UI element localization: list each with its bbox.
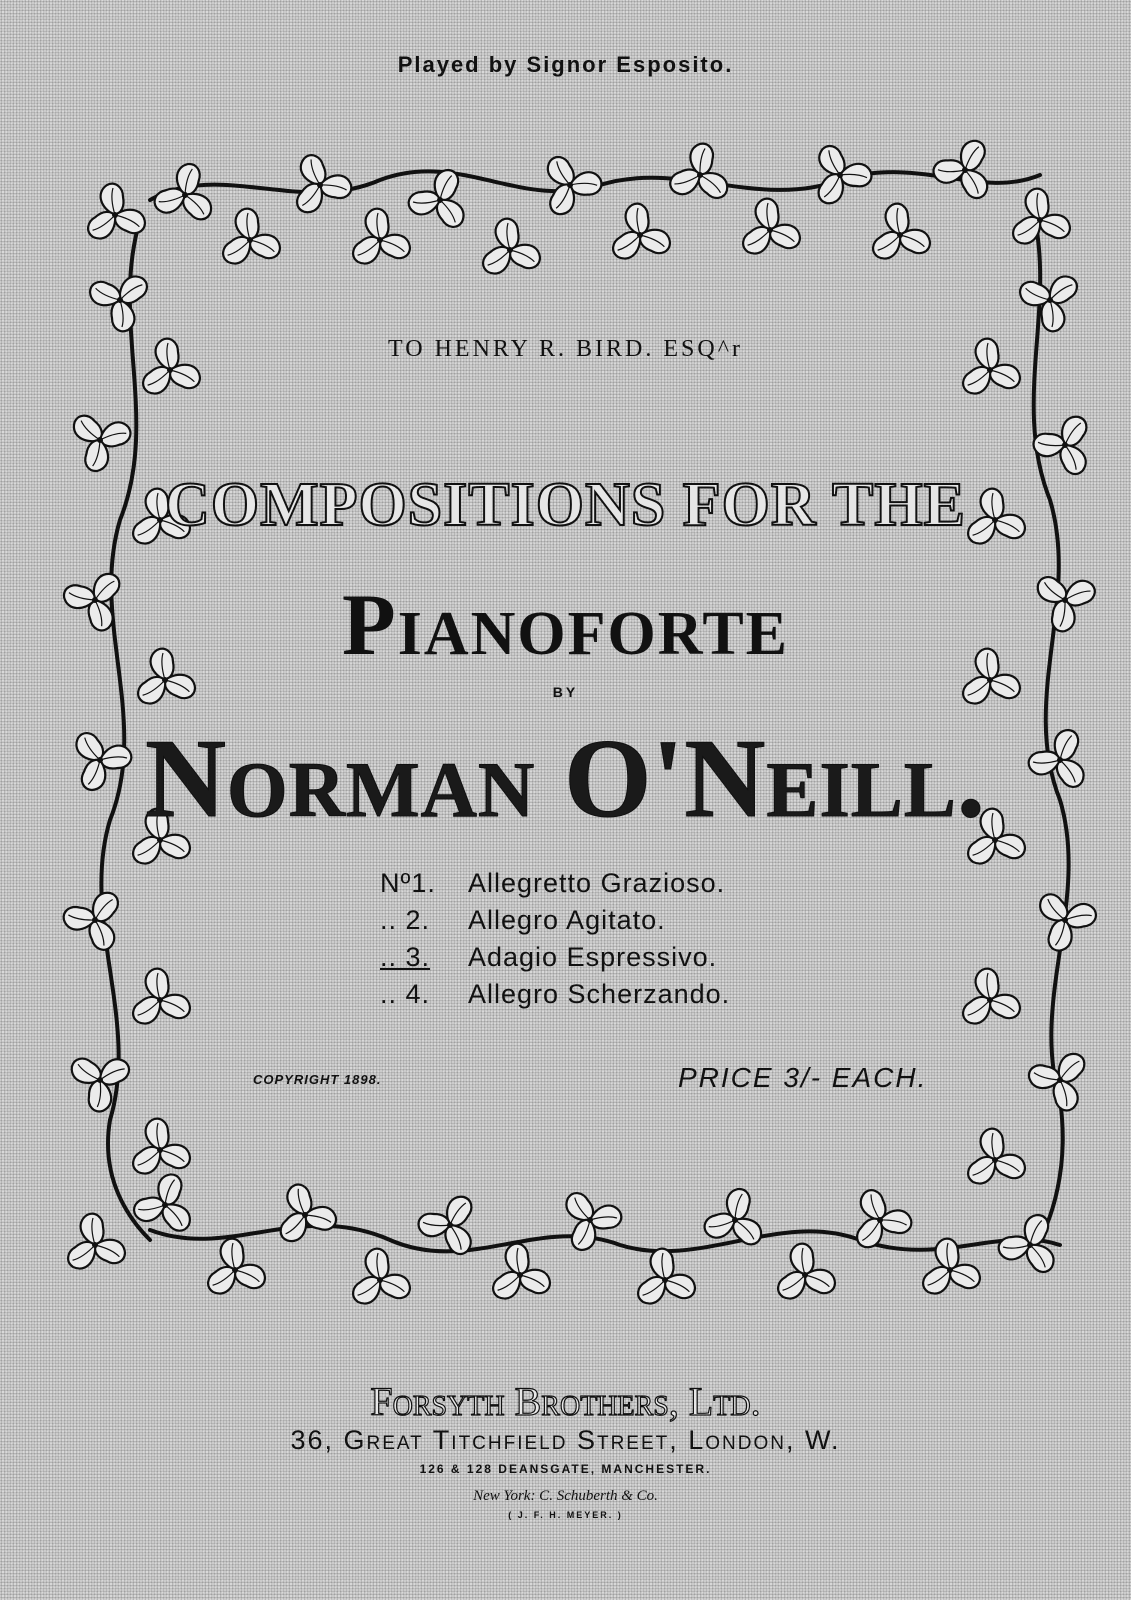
list-item: [380, 905, 730, 942]
agent-name: New York: C. Schuberth & Co.: [473, 1488, 658, 1504]
composer-name: Norman O'Neill.: [145, 717, 986, 841]
performer-note: Played by Signor Esposito.: [397, 52, 734, 77]
list-item: [380, 868, 730, 905]
work-title: Allegro Agitato.: [468, 905, 666, 935]
work-title: Adagio Espressivo.: [468, 942, 718, 972]
work-number: .. 4.: [380, 979, 431, 1009]
title-line-2: Pianoforte: [341, 577, 790, 674]
dedication: TO HENRY R. BIRD. ESQ^r: [388, 336, 743, 362]
publisher-address: 36, Great Titchfield Street, London, W.: [290, 1425, 841, 1455]
list-item: [380, 979, 730, 1016]
publisher-name: Forsyth Brothers, Ltd.: [370, 1379, 761, 1424]
work-number-selected: [380, 942, 468, 979]
work-number: .. 2.: [380, 905, 431, 935]
work-number-text: .. 3.: [380, 942, 431, 972]
title-line-1: COMPOSITIONS FOR THE: [165, 471, 966, 539]
price-label: PRICE 3/- EACH.: [678, 1062, 928, 1093]
work-title: Allegretto Grazioso.: [468, 868, 726, 898]
work-number: Nº1.: [380, 868, 436, 898]
list-item: [380, 942, 730, 979]
branch-address: 126 & 128 DEANSGATE, MANCHESTER.: [419, 1462, 712, 1476]
by-label: BY: [552, 684, 579, 700]
works-list: [380, 868, 730, 1016]
agent-subtitle: ( J. F. H. MEYER. ): [508, 1510, 623, 1520]
copyright-notice: COPYRIGHT 1898.: [253, 1072, 382, 1087]
work-title: Allegro Scherzando.: [468, 979, 731, 1009]
